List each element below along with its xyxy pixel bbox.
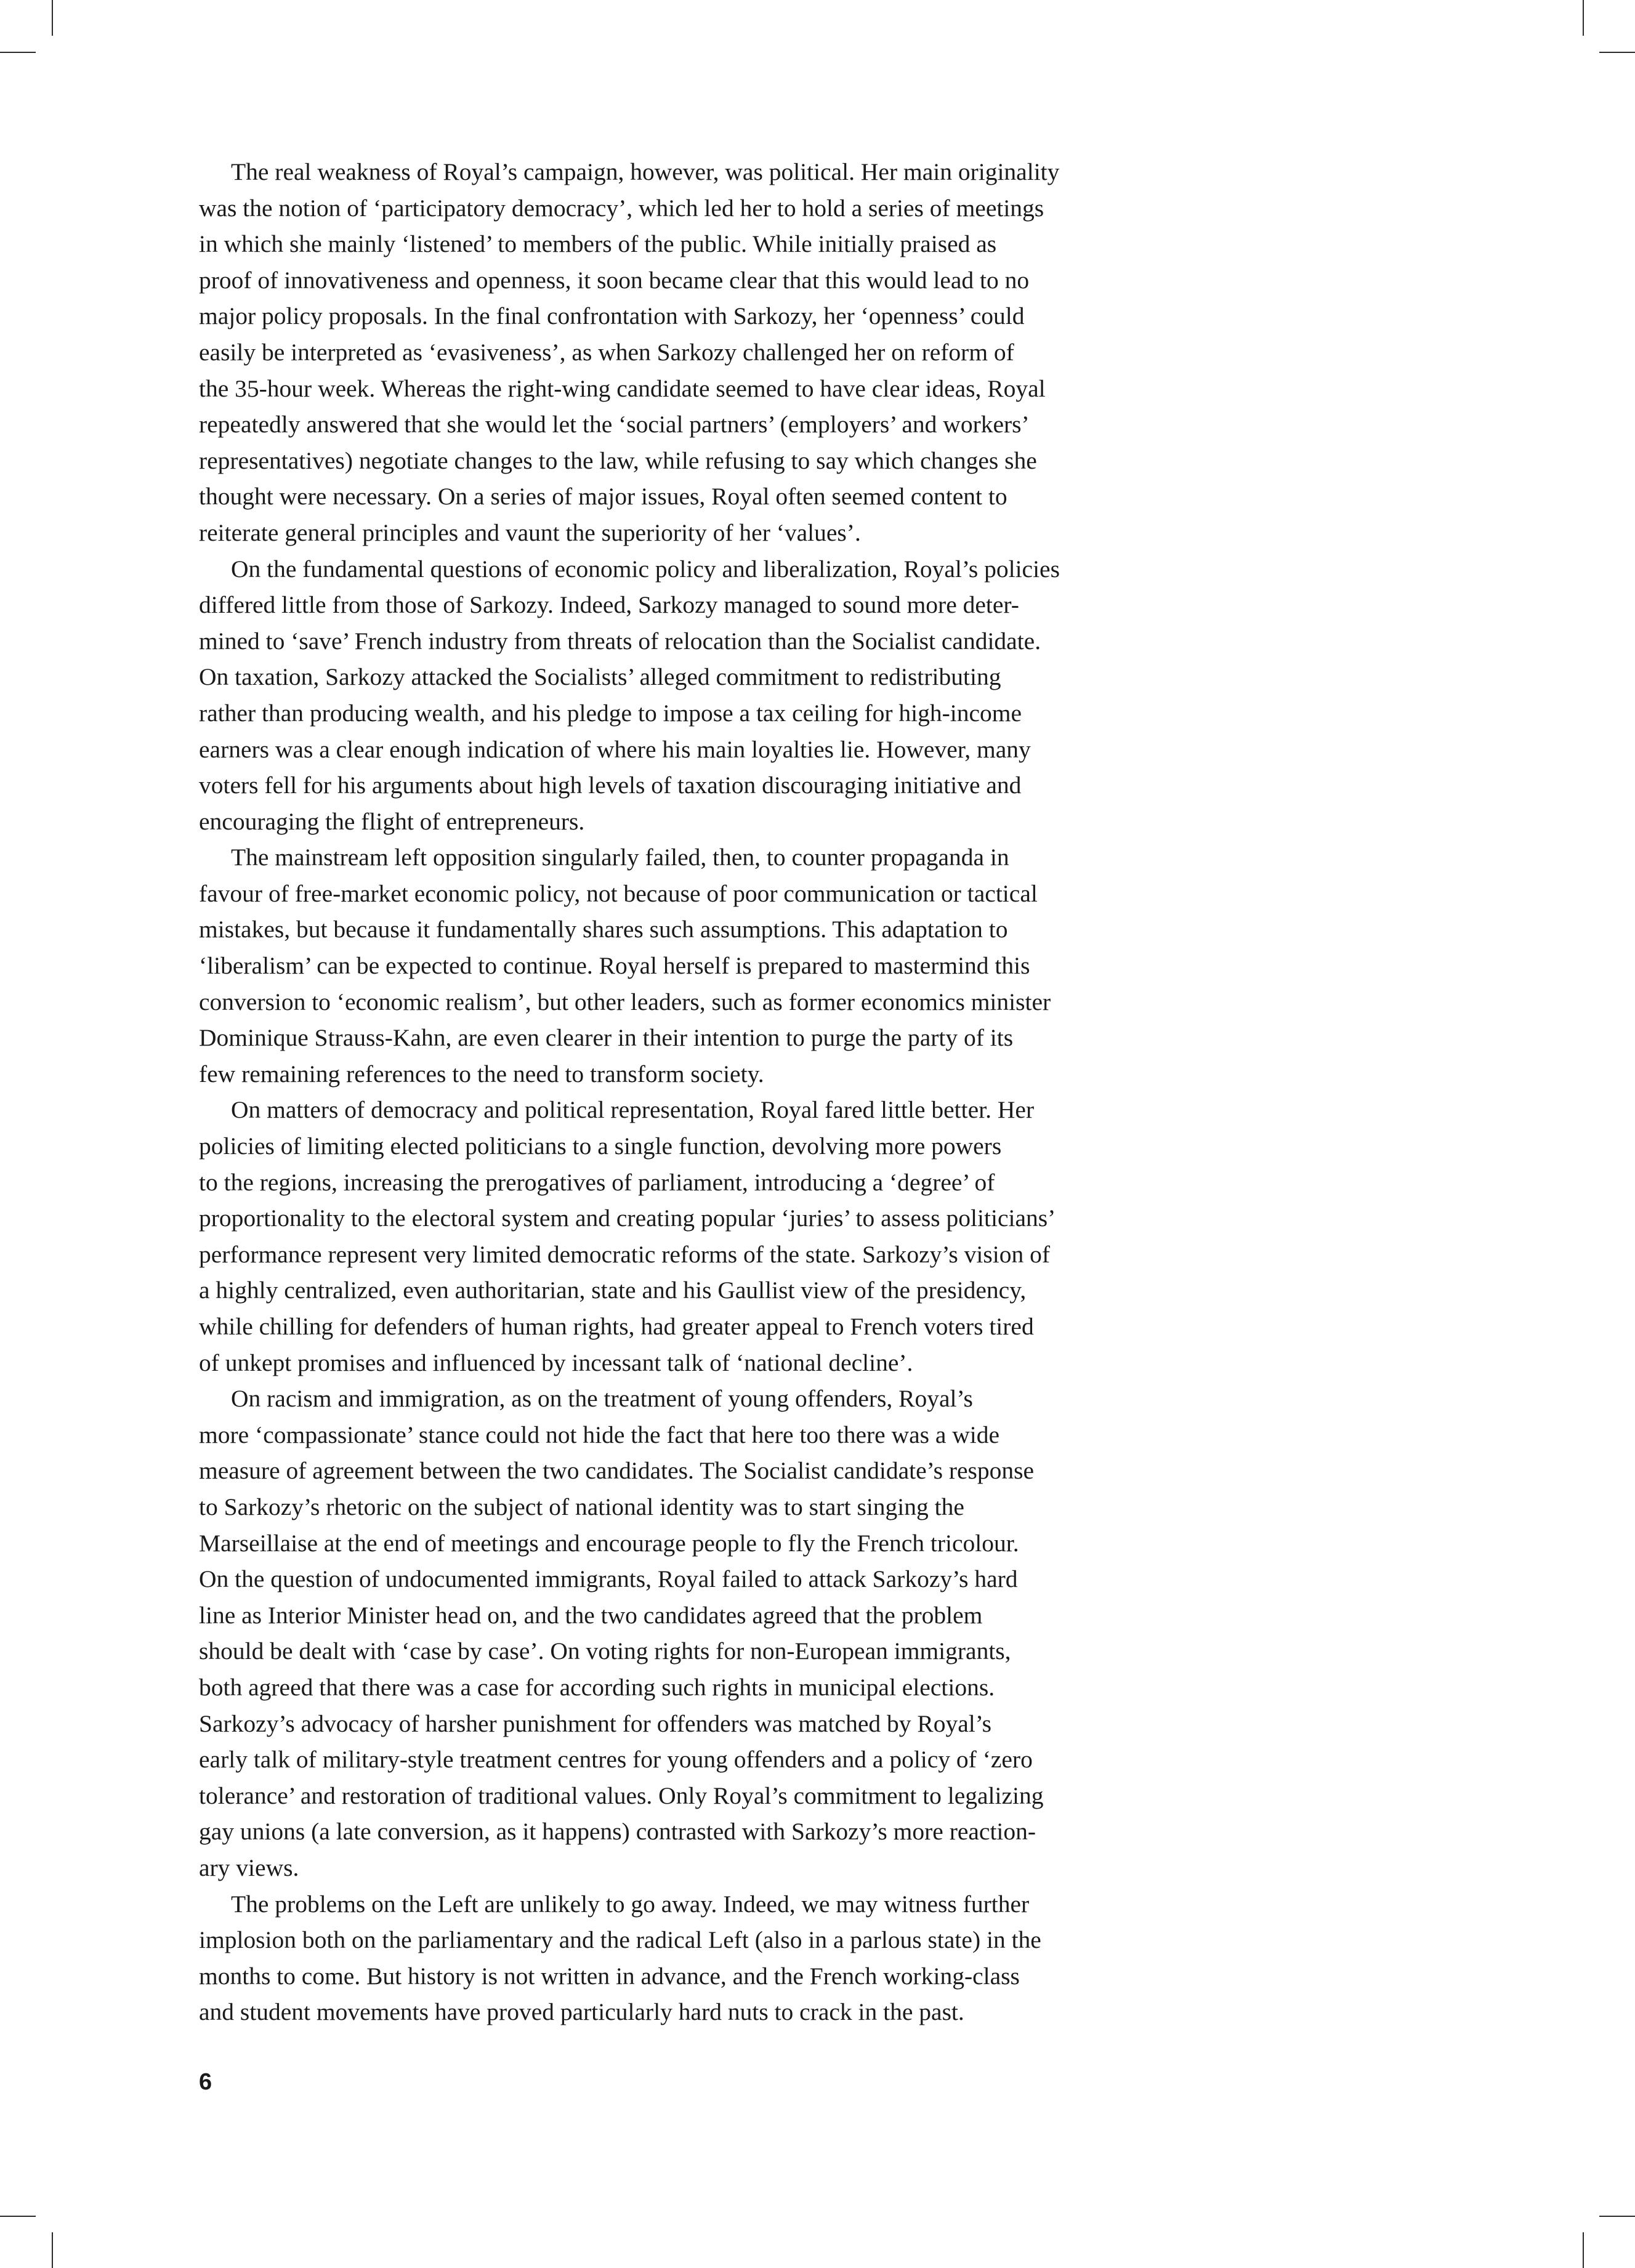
- text-line: the 35-hour week. Whereas the right-wing candidate seemed to have clear ideas, Royal: [199, 374, 1046, 402]
- crop-mark-top-left-horizontal: [0, 52, 36, 53]
- text-line: thought were necessary. On a series of major issues, Royal often seemed content to: [199, 483, 1007, 511]
- text-line: reiterate general principles and vaunt the superiority of her ‘values’.: [199, 519, 861, 546]
- text-line: voters fell for his arguments about high levels of taxation discouraging initiative and: [199, 772, 1022, 799]
- text-line: more ‘compassionate’ stance could not hide the fact that here too there was a wide: [199, 1421, 1000, 1448]
- text-line: in which she mainly ‘listened’ to members of the public. While initially praised as: [199, 230, 997, 258]
- text-line: ary views.: [199, 1854, 299, 1881]
- text-line: conversion to ‘economic realism’, but other leaders, such as former economics minister: [199, 988, 1051, 1015]
- text-line: to the regions, increasing the prerogatives of parliament, introducing a ‘degree’ of: [199, 1168, 995, 1196]
- text-line: implosion both on the parliamentary and the radical Left (also in a parlous state) in the: [199, 1926, 1041, 1954]
- paragraph: [199, 1886, 1229, 2030]
- text-line: encouraging the flight of entrepreneurs.: [199, 807, 585, 835]
- crop-mark-top-left-vertical: [52, 0, 53, 36]
- text-line: representatives) negotiate changes to the law, while refusing to say which changes she: [199, 446, 1037, 474]
- text-line: proportionality to the electoral system and creating popular ‘juries’ to assess politicians’: [199, 1205, 1056, 1232]
- text-line: months to come. But history is not written in advance, and the French working-class: [199, 1962, 1020, 1990]
- crop-mark-bottom-right-vertical: [1583, 2232, 1584, 2268]
- text-line: of unkept promises and influenced by incessant talk of ‘national decline’.: [199, 1349, 913, 1376]
- text-line: favour of free-market economic policy, not because of poor communication or tactical: [199, 879, 1038, 907]
- text-line: mistakes, but because it fundamentally shares such assumptions. This adaptation to: [199, 916, 1008, 943]
- text-line: On matters of democracy and political representation, Royal fared little better. Her: [231, 1096, 1035, 1124]
- text-line: to Sarkozy’s rhetoric on the subject of national identity was to start singing the: [199, 1493, 964, 1520]
- paragraph: [199, 1092, 1229, 1381]
- text-line: rather than producing wealth, and his pledge to impose a tax ceiling for high-income: [199, 699, 1022, 727]
- text-line: should be dealt with ‘case by case’. On voting rights for non-European immigrants,: [199, 1637, 1011, 1665]
- text-line: ‘liberalism’ can be expected to continue. Royal herself is prepared to mastermind this: [199, 952, 1030, 980]
- text-line: proof of innovativeness and openness, it soon became clear that this would lead to no: [199, 266, 1030, 294]
- text-line: and student movements have proved particularly hard nuts to crack in the past.: [199, 1998, 964, 2026]
- text-line: performance represent very limited democratic reforms of the state. Sarkozy’s vision of: [199, 1240, 1050, 1268]
- paragraph: [199, 551, 1229, 840]
- text-line: easily be interpreted as ‘evasiveness’, as when Sarkozy challenged her on reform of: [199, 338, 1014, 366]
- text-line: a highly centralized, even authoritarian, state and his Gaullist view of the presidency,: [199, 1277, 1027, 1304]
- text-line: On the question of undocumented immigrants, Royal failed to attack Sarkozy’s hard: [199, 1565, 1018, 1593]
- text-line: On the fundamental questions of economic policy and liberalization, Royal’s policies: [231, 555, 1060, 583]
- text-line: early talk of military-style treatment centres for young offenders and a policy of ‘zero: [199, 1746, 1033, 1774]
- crop-mark-bottom-right-horizontal: [1599, 2216, 1635, 2217]
- text-line: On racism and immigration, as on the treatment of young offenders, Royal’s: [231, 1385, 973, 1413]
- text-line: mined to ‘save’ French industry from threats of relocation than the Socialist candidate.: [199, 627, 1041, 655]
- body-text: [199, 154, 1229, 2030]
- text-line: gay unions (a late conversion, as it happens) contrasted with Sarkozy’s more reaction-: [199, 1818, 1036, 1846]
- text-line: few remaining references to the need to transform society.: [199, 1060, 764, 1088]
- text-line: measure of agreement between the two candidates. The Socialist candidate’s response: [199, 1457, 1035, 1485]
- text-line: tolerance’ and restoration of traditional values. Only Royal’s commitment to legalizing: [199, 1782, 1044, 1809]
- text-line: earners was a clear enough indication of where his main loyalties lie. However, many: [199, 735, 1031, 763]
- text-line: both agreed that there was a case for according such rights in municipal elections.: [199, 1673, 995, 1701]
- text-line: major policy proposals. In the final confrontation with Sarkozy, her ‘openness’ could: [199, 302, 1025, 330]
- text-line: The mainstream left opposition singularly failed, then, to counter propaganda in: [231, 844, 1009, 871]
- crop-mark-top-right-vertical: [1583, 0, 1584, 36]
- paragraph: [199, 154, 1229, 551]
- text-line: Marseillaise at the end of meetings and encourage people to fly the French tricolour.: [199, 1529, 1019, 1557]
- text-line: Sarkozy’s advocacy of harsher punishment for offenders was matched by Royal’s: [199, 1709, 992, 1737]
- paragraph: [199, 839, 1229, 1092]
- text-line: line as Interior Minister head on, and the two candidates agreed that the problem: [199, 1601, 983, 1629]
- text-line: while chilling for defenders of human rights, had greater appeal to French voters tired: [199, 1313, 1034, 1340]
- text-line: On taxation, Sarkozy attacked the Socialists’ alleged commitment to redistributing: [199, 663, 1001, 691]
- text-line: Dominique Strauss-Kahn, are even clearer in their intention to purge the party of its: [199, 1024, 1014, 1052]
- text-line: was the notion of ‘participatory democracy’, which led her to hold a series of meetings: [199, 194, 1044, 222]
- text-line: differed little from those of Sarkozy. Indeed, Sarkozy managed to sound more deter-: [199, 591, 1019, 619]
- crop-mark-bottom-left-vertical: [52, 2232, 53, 2268]
- paragraph: [199, 1381, 1229, 1886]
- page-number: 6: [199, 2069, 212, 2095]
- text-line: The problems on the Left are unlikely to go away. Indeed, we may witness further: [231, 1890, 1030, 1918]
- text-line: policies of limiting elected politicians to a single function, devolving more powers: [199, 1132, 1002, 1160]
- crop-mark-top-right-horizontal: [1599, 52, 1635, 53]
- text-line: repeatedly answered that she would let the ‘social partners’ (employers’ and workers’: [199, 411, 1030, 438]
- crop-mark-bottom-left-horizontal: [0, 2216, 36, 2217]
- text-line: The real weakness of Royal’s campaign, however, was political. Her main originality: [231, 158, 1060, 185]
